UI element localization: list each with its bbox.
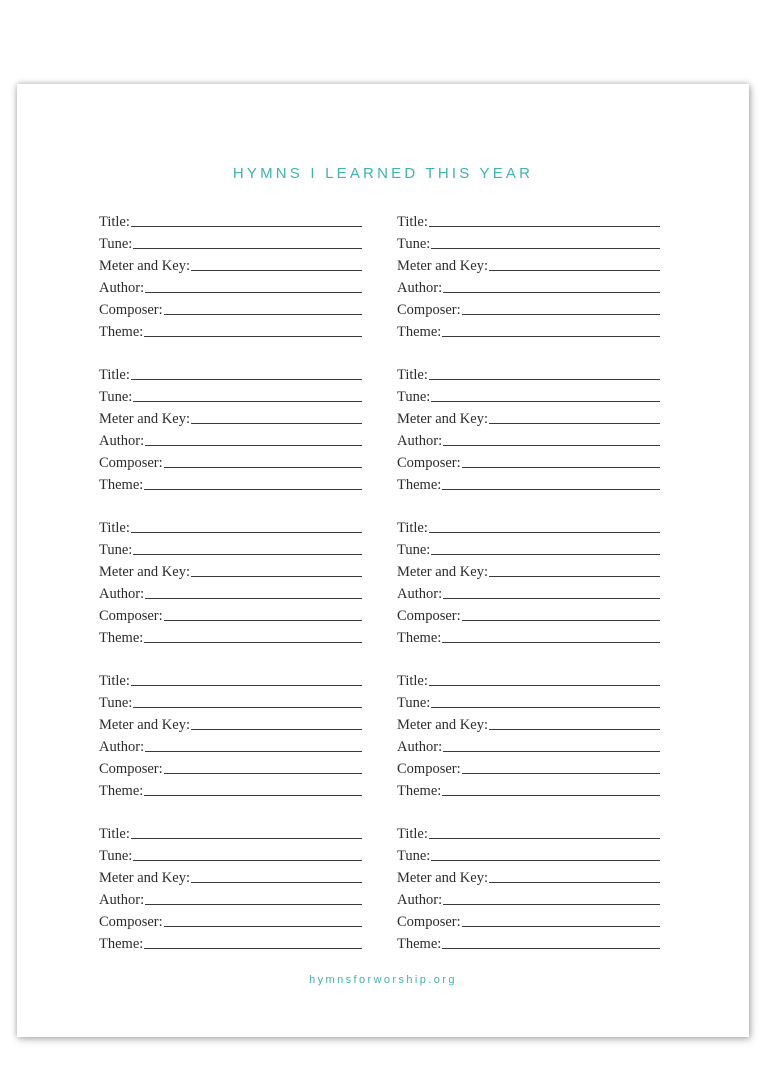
field-label: Composer: bbox=[397, 760, 461, 777]
field-tune bbox=[99, 689, 362, 711]
field-label: Composer: bbox=[397, 301, 461, 318]
write-in-line[interactable] bbox=[133, 554, 362, 555]
field-label: Tune: bbox=[99, 541, 133, 558]
field-label: Composer: bbox=[99, 301, 163, 318]
field-title bbox=[99, 514, 362, 536]
hymn-entry-block bbox=[397, 514, 660, 667]
field-theme bbox=[397, 624, 660, 646]
field-label: Meter and Key: bbox=[99, 563, 190, 580]
field-meter-key bbox=[99, 864, 362, 886]
hymn-entry-block bbox=[99, 361, 362, 514]
field-meter-key bbox=[99, 405, 362, 427]
write-in-line[interactable] bbox=[145, 292, 362, 293]
write-in-line[interactable] bbox=[133, 248, 362, 249]
write-in-line[interactable] bbox=[462, 926, 660, 927]
write-in-line[interactable] bbox=[164, 314, 362, 315]
field-theme bbox=[397, 471, 660, 493]
field-author bbox=[397, 274, 660, 296]
field-composer bbox=[397, 908, 660, 930]
field-meter-key bbox=[397, 252, 660, 274]
field-label: Composer: bbox=[99, 607, 163, 624]
field-label: Meter and Key: bbox=[99, 716, 190, 733]
field-meter-key bbox=[99, 711, 362, 733]
field-author bbox=[99, 580, 362, 602]
left-column bbox=[99, 208, 362, 973]
field-theme bbox=[99, 471, 362, 493]
field-composer bbox=[397, 296, 660, 318]
field-label: Title: bbox=[397, 213, 428, 230]
field-label: Tune: bbox=[397, 235, 431, 252]
field-composer bbox=[99, 602, 362, 624]
field-author bbox=[99, 427, 362, 449]
write-in-line[interactable] bbox=[443, 904, 660, 905]
field-label: Title: bbox=[397, 672, 428, 689]
field-title bbox=[397, 208, 660, 230]
field-label: Title: bbox=[397, 825, 428, 842]
write-in-line[interactable] bbox=[462, 467, 660, 468]
field-label: Title: bbox=[99, 519, 130, 536]
write-in-line[interactable] bbox=[191, 423, 362, 424]
field-label: Author: bbox=[99, 891, 145, 908]
field-tune bbox=[397, 842, 660, 864]
write-in-line[interactable] bbox=[145, 751, 362, 752]
field-title bbox=[99, 667, 362, 689]
write-in-line[interactable] bbox=[144, 795, 362, 796]
write-in-line[interactable] bbox=[164, 620, 362, 621]
field-author bbox=[397, 733, 660, 755]
field-theme bbox=[99, 624, 362, 646]
field-label: Author: bbox=[99, 738, 145, 755]
write-in-line[interactable] bbox=[431, 248, 660, 249]
field-tune bbox=[397, 383, 660, 405]
write-in-line[interactable] bbox=[164, 467, 362, 468]
field-label: Composer: bbox=[99, 454, 163, 471]
field-label: Theme: bbox=[397, 629, 442, 646]
field-meter-key bbox=[397, 864, 660, 886]
write-in-line[interactable] bbox=[191, 576, 362, 577]
write-in-line[interactable] bbox=[442, 795, 660, 796]
hymn-entry-block bbox=[99, 208, 362, 361]
field-composer bbox=[99, 296, 362, 318]
hymn-entry-block bbox=[99, 667, 362, 820]
hymn-entry-block bbox=[99, 514, 362, 667]
field-theme bbox=[397, 777, 660, 799]
field-meter-key bbox=[99, 252, 362, 274]
field-tune bbox=[99, 536, 362, 558]
field-author bbox=[99, 886, 362, 908]
field-title bbox=[99, 361, 362, 383]
write-in-line[interactable] bbox=[145, 598, 362, 599]
field-label: Author: bbox=[99, 585, 145, 602]
write-in-line[interactable] bbox=[462, 620, 660, 621]
field-label: Author: bbox=[397, 279, 443, 296]
field-label: Composer: bbox=[99, 913, 163, 930]
write-in-line[interactable] bbox=[191, 270, 362, 271]
field-label: Meter and Key: bbox=[397, 257, 488, 274]
field-author bbox=[397, 886, 660, 908]
write-in-line[interactable] bbox=[144, 489, 362, 490]
write-in-line[interactable] bbox=[429, 685, 660, 686]
field-label: Author: bbox=[397, 891, 443, 908]
write-in-line[interactable] bbox=[443, 445, 660, 446]
field-tune bbox=[397, 230, 660, 252]
write-in-line[interactable] bbox=[442, 489, 660, 490]
field-theme bbox=[99, 777, 362, 799]
field-meter-key bbox=[99, 558, 362, 580]
field-author bbox=[99, 274, 362, 296]
write-in-line[interactable] bbox=[443, 751, 660, 752]
field-meter-key bbox=[397, 405, 660, 427]
footer-website: hymnsforworship.org bbox=[309, 974, 457, 986]
write-in-line[interactable] bbox=[489, 729, 660, 730]
hymn-entry-block bbox=[397, 667, 660, 820]
field-label: Theme: bbox=[397, 476, 442, 493]
write-in-line[interactable] bbox=[133, 860, 362, 861]
write-in-line[interactable] bbox=[442, 948, 660, 949]
write-in-line[interactable] bbox=[145, 904, 362, 905]
field-label: Theme: bbox=[99, 629, 144, 646]
field-label: Theme: bbox=[397, 782, 442, 799]
field-label: Author: bbox=[397, 432, 443, 449]
field-label: Title: bbox=[99, 825, 130, 842]
write-in-line[interactable] bbox=[131, 685, 362, 686]
field-title bbox=[397, 361, 660, 383]
write-in-line[interactable] bbox=[431, 707, 660, 708]
field-label: Tune: bbox=[397, 694, 431, 711]
write-in-line[interactable] bbox=[191, 729, 362, 730]
field-composer bbox=[397, 755, 660, 777]
field-label: Author: bbox=[397, 585, 443, 602]
field-label: Theme: bbox=[397, 935, 442, 952]
field-label: Meter and Key: bbox=[99, 410, 190, 427]
write-in-line[interactable] bbox=[489, 423, 660, 424]
field-composer bbox=[397, 602, 660, 624]
write-in-line[interactable] bbox=[429, 226, 660, 227]
write-in-line[interactable] bbox=[442, 642, 660, 643]
field-label: Meter and Key: bbox=[397, 563, 488, 580]
field-label: Theme: bbox=[397, 323, 442, 340]
write-in-line[interactable] bbox=[489, 576, 660, 577]
write-in-line[interactable] bbox=[131, 226, 362, 227]
field-label: Composer: bbox=[397, 454, 461, 471]
field-label: Meter and Key: bbox=[397, 869, 488, 886]
field-theme bbox=[397, 930, 660, 952]
write-in-line[interactable] bbox=[144, 948, 362, 949]
field-label: Composer: bbox=[99, 760, 163, 777]
field-label: Tune: bbox=[99, 235, 133, 252]
field-label: Tune: bbox=[99, 388, 133, 405]
write-in-line[interactable] bbox=[462, 314, 660, 315]
field-tune bbox=[99, 230, 362, 252]
field-title bbox=[99, 820, 362, 842]
field-meter-key bbox=[397, 711, 660, 733]
field-label: Tune: bbox=[397, 388, 431, 405]
write-in-line[interactable] bbox=[489, 882, 660, 883]
field-composer bbox=[397, 449, 660, 471]
field-label: Meter and Key: bbox=[397, 716, 488, 733]
write-in-line[interactable] bbox=[429, 838, 660, 839]
field-label: Title: bbox=[99, 366, 130, 383]
field-label: Author: bbox=[99, 432, 145, 449]
field-label: Tune: bbox=[99, 694, 133, 711]
field-label: Tune: bbox=[99, 847, 133, 864]
field-label: Author: bbox=[99, 279, 145, 296]
write-in-line[interactable] bbox=[431, 401, 660, 402]
write-in-line[interactable] bbox=[131, 838, 362, 839]
field-author bbox=[397, 427, 660, 449]
field-title bbox=[397, 514, 660, 536]
write-in-line[interactable] bbox=[442, 336, 660, 337]
write-in-line[interactable] bbox=[131, 532, 362, 533]
write-in-line[interactable] bbox=[144, 336, 362, 337]
worksheet-page bbox=[17, 84, 749, 1037]
field-tune bbox=[397, 689, 660, 711]
field-title bbox=[397, 820, 660, 842]
field-tune bbox=[99, 383, 362, 405]
field-title bbox=[397, 667, 660, 689]
field-label: Tune: bbox=[397, 541, 431, 558]
field-label: Composer: bbox=[397, 607, 461, 624]
hymn-entry-block bbox=[397, 361, 660, 514]
field-theme bbox=[397, 318, 660, 340]
hymn-entry-block bbox=[397, 208, 660, 361]
write-in-line[interactable] bbox=[133, 401, 362, 402]
field-composer bbox=[99, 755, 362, 777]
write-in-line[interactable] bbox=[443, 292, 660, 293]
field-tune bbox=[397, 536, 660, 558]
field-theme bbox=[99, 930, 362, 952]
field-label: Composer: bbox=[397, 913, 461, 930]
field-label: Title: bbox=[99, 213, 130, 230]
write-in-line[interactable] bbox=[131, 379, 362, 380]
write-in-line[interactable] bbox=[429, 532, 660, 533]
field-label: Theme: bbox=[99, 323, 144, 340]
field-label: Title: bbox=[397, 366, 428, 383]
right-column bbox=[397, 208, 660, 973]
field-composer bbox=[99, 908, 362, 930]
field-label: Author: bbox=[397, 738, 443, 755]
write-in-line[interactable] bbox=[164, 773, 362, 774]
write-in-line[interactable] bbox=[431, 860, 660, 861]
field-meter-key bbox=[397, 558, 660, 580]
field-composer bbox=[99, 449, 362, 471]
hymn-entry-block bbox=[99, 820, 362, 973]
field-label: Theme: bbox=[99, 782, 144, 799]
write-in-line[interactable] bbox=[145, 445, 362, 446]
field-label: Title: bbox=[99, 672, 130, 689]
write-in-line[interactable] bbox=[191, 882, 362, 883]
field-label: Meter and Key: bbox=[99, 869, 190, 886]
field-author bbox=[99, 733, 362, 755]
write-in-line[interactable] bbox=[164, 926, 362, 927]
write-in-line[interactable] bbox=[133, 707, 362, 708]
field-title bbox=[99, 208, 362, 230]
field-label: Title: bbox=[397, 519, 428, 536]
write-in-line[interactable] bbox=[462, 773, 660, 774]
field-theme bbox=[99, 318, 362, 340]
field-label: Theme: bbox=[99, 476, 144, 493]
write-in-line[interactable] bbox=[443, 598, 660, 599]
write-in-line[interactable] bbox=[431, 554, 660, 555]
field-author bbox=[397, 580, 660, 602]
write-in-line[interactable] bbox=[429, 379, 660, 380]
page-title: HYMNS I LEARNED THIS YEAR bbox=[232, 165, 534, 182]
field-tune bbox=[99, 842, 362, 864]
write-in-line[interactable] bbox=[144, 642, 362, 643]
field-label: Theme: bbox=[99, 935, 144, 952]
write-in-line[interactable] bbox=[489, 270, 660, 271]
field-label: Meter and Key: bbox=[99, 257, 190, 274]
field-label: Tune: bbox=[397, 847, 431, 864]
field-label: Meter and Key: bbox=[397, 410, 488, 427]
hymn-entry-block bbox=[397, 820, 660, 973]
